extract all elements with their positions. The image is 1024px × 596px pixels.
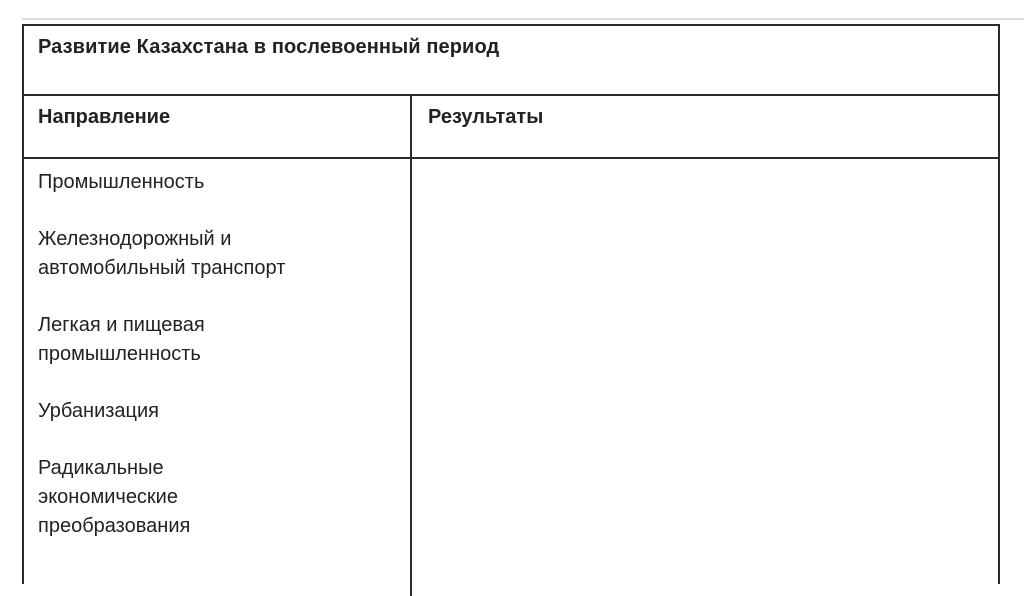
top-rule xyxy=(22,18,1024,20)
table-title-row xyxy=(24,26,998,96)
direction-list xyxy=(38,168,398,569)
results-cell xyxy=(412,159,998,596)
direction-item: Урбанизация xyxy=(38,400,160,422)
direction-item: Промышленность xyxy=(38,171,205,193)
direction-item: Легкая и пищевая промышленность xyxy=(38,314,205,365)
table-title: Развитие Казахстана в послевоенный период xyxy=(38,36,500,58)
header-results: Результаты xyxy=(428,106,544,128)
table-header-row xyxy=(24,96,998,159)
direction-item: Радикальные экономические преобразования xyxy=(38,457,191,537)
direction-item: Железнодорожный и автомобильный транспорт xyxy=(38,228,286,279)
development-table xyxy=(22,24,1000,584)
header-direction: Направление xyxy=(38,106,171,128)
